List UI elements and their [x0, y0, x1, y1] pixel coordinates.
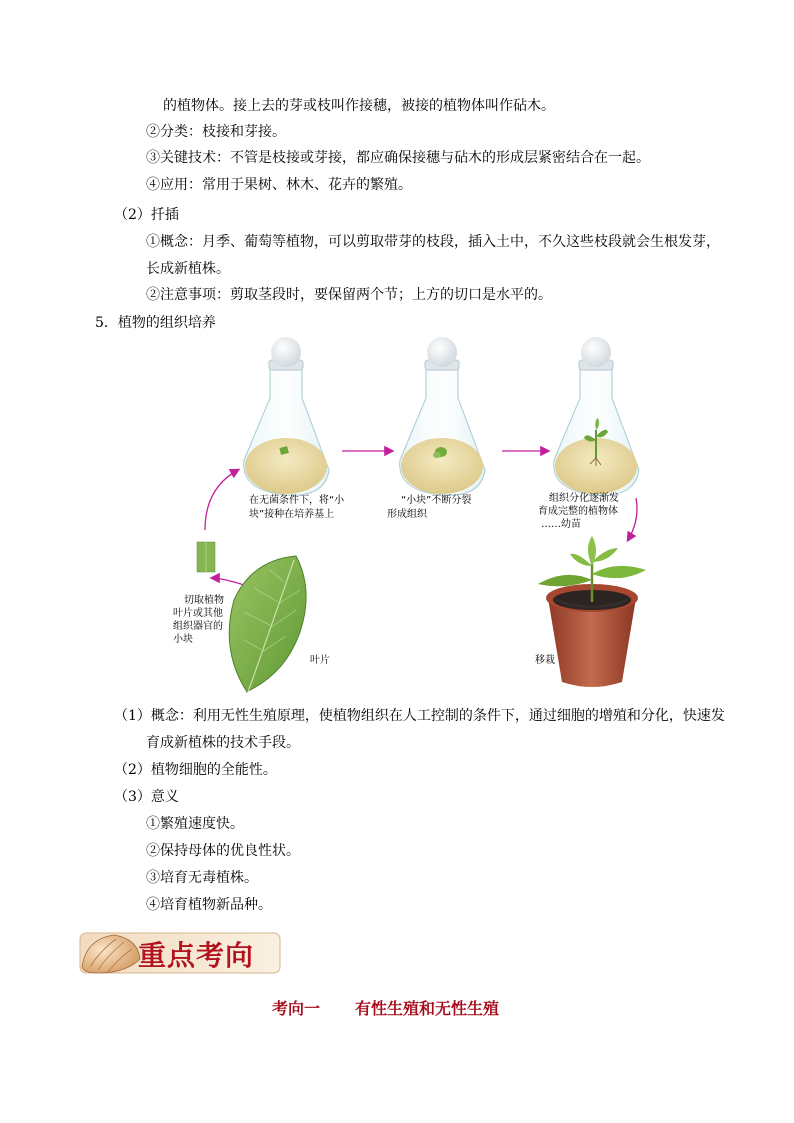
- cutting-concept-1: ①概念：月季、葡萄等植物，可以剪取带芽的枝段，插入土中，不久这些枝段就会生根发芽，: [146, 234, 720, 250]
- label-step2-b: 形成组织: [387, 509, 427, 520]
- arrow-flask3-to-pot: [628, 498, 637, 540]
- label-step2-a: “小块”不断分裂: [401, 495, 472, 506]
- cutting-title: （2）扦插: [114, 207, 179, 223]
- label-cut-c: 组织器官的: [173, 621, 223, 632]
- label-step3-a: 组织分化逐渐发: [549, 493, 619, 504]
- tc-meaning-item: ③培育无毒植株。: [146, 870, 258, 886]
- grafting-line-cont: 的植物体。接上去的芽或枝叫作接穗，被接的植物体叫作砧木。: [163, 98, 555, 114]
- arrow-piece-to-flask1: [205, 470, 238, 530]
- flask-1: [244, 337, 329, 495]
- cutting-notes: ②注意事项：剪取茎段时，要保留两个节；上方的切口是水平的。: [146, 287, 552, 303]
- label-cut-b: 叶片或其他: [173, 608, 223, 619]
- cutting-concept-2: 长成新植株。: [146, 261, 230, 277]
- leaf: [229, 556, 306, 692]
- label-step3-b: 育成完整的植物体: [538, 506, 618, 517]
- grafting-classify: ②分类：枝接和芽接。: [146, 124, 286, 140]
- tc-meaning-title: （3）意义: [114, 789, 179, 805]
- tissue-culture-title: 5．植物的组织培养: [95, 315, 216, 331]
- label-leaf: 叶片: [310, 655, 330, 666]
- grafting-key-tech: ③关键技术：不管是枝接或芽接，都应确保接穗与砧木的形成层紧密结合在一起。: [146, 150, 650, 166]
- tc-meaning-item: ④培育植物新品种。: [146, 897, 272, 913]
- tc-concept-2: 育成新植株的技术手段。: [146, 735, 300, 751]
- arrow-leaf-to-piece: [212, 578, 244, 585]
- label-cut-d: 小块: [173, 634, 193, 645]
- banner-title: 重点考向: [138, 939, 255, 972]
- key-points-banner: [76, 929, 282, 977]
- label-transplant: 移栽: [535, 655, 555, 666]
- section-heading-title: 有性生殖和无性生殖: [355, 999, 500, 1018]
- tc-concept-1: （1）概念：利用无性生殖原理，使植物组织在人工控制的条件下，通过细胞的增殖和分化，快速发: [114, 708, 725, 724]
- tc-meaning-item: ②保持母体的优良性状。: [146, 843, 300, 859]
- label-step1-b: 块”接种在培养基上: [249, 509, 335, 520]
- label-step3-c: ……幼苗: [541, 519, 581, 530]
- grafting-application: ④应用：常用于果树、林木、花卉的繁殖。: [146, 177, 412, 193]
- tc-basis: （2）植物细胞的全能性。: [114, 762, 277, 778]
- section-heading-number: 考向一: [272, 999, 321, 1018]
- tc-meaning-item: ①繁殖速度快。: [146, 816, 244, 832]
- label-step1-a: 在无菌条件下，将“小: [249, 495, 345, 506]
- flask-2: [400, 337, 485, 495]
- flask-3: [554, 337, 639, 495]
- label-cut-a: 切取植物: [184, 595, 224, 606]
